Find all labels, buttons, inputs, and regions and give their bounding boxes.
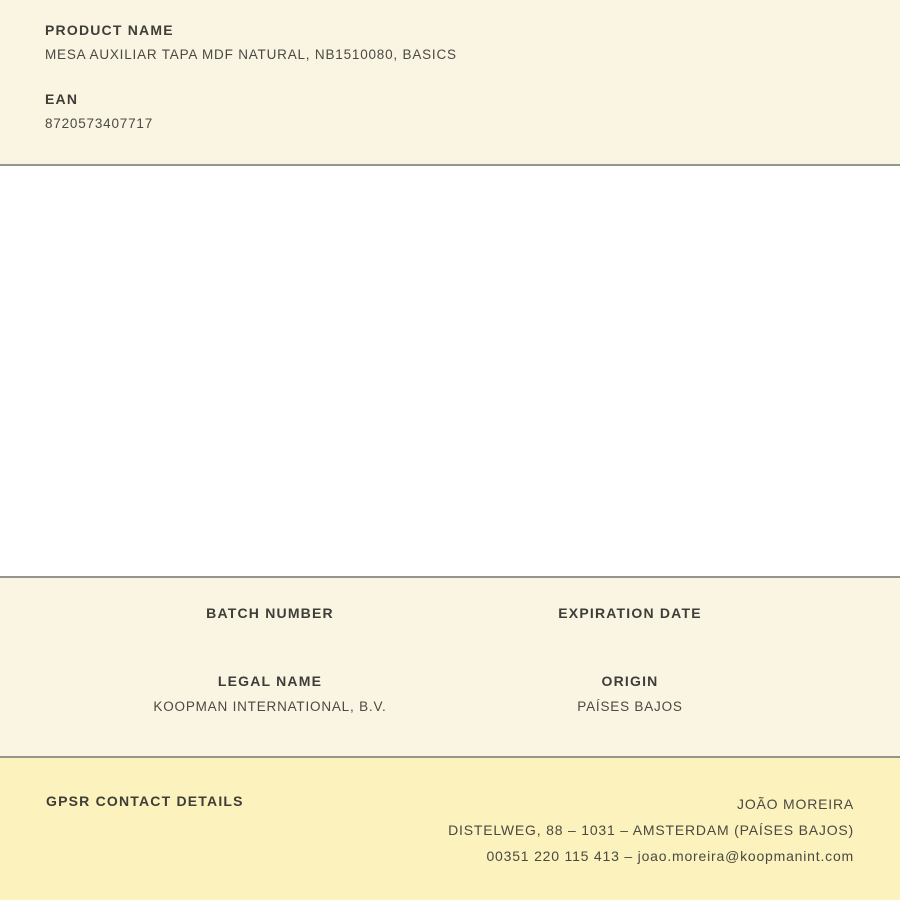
legal-origin-row [90,673,810,714]
ean-value: 8720573407717 [45,116,154,131]
contact-name: JOÃO MOREIRA [737,796,854,812]
product-name-label: PRODUCT NAME [45,22,174,38]
legal-name-field [90,673,450,714]
batch-number-label: BATCH NUMBER [206,605,334,621]
origin-value: PAÍSES BAJOS [577,699,683,714]
contact-phone-email: 00351 220 115 413 – joao.moreira@koopmanint.com [486,848,854,864]
product-name-field [45,22,855,62]
product-name-value: MESA AUXILIAR TAPA MDF NATURAL, NB1510080, BASICS [45,47,457,62]
blank-area [0,166,900,576]
expiration-date-field [450,605,810,621]
gpsr-contact-section [0,758,900,900]
expiration-date-label: EXPIRATION DATE [558,605,702,621]
gpsr-contact-title: GPSR CONTACT DETAILS [46,793,244,809]
ean-label: EAN [45,91,79,107]
legal-name-value: KOOPMAN INTERNATIONAL, B.V. [153,699,387,714]
contact-details [448,791,854,869]
legal-name-label: LEGAL NAME [217,673,323,689]
product-section [0,0,900,166]
ean-field [45,91,855,131]
info-section [0,576,900,758]
contact-address: DISTELWEG, 88 – 1031 – AMSTERDAM (PAÍSES BAJOS) [448,822,854,838]
batch-expiration-row [90,605,810,621]
origin-label: ORIGIN [601,673,659,689]
batch-number-field [90,605,450,621]
origin-field [450,673,810,714]
